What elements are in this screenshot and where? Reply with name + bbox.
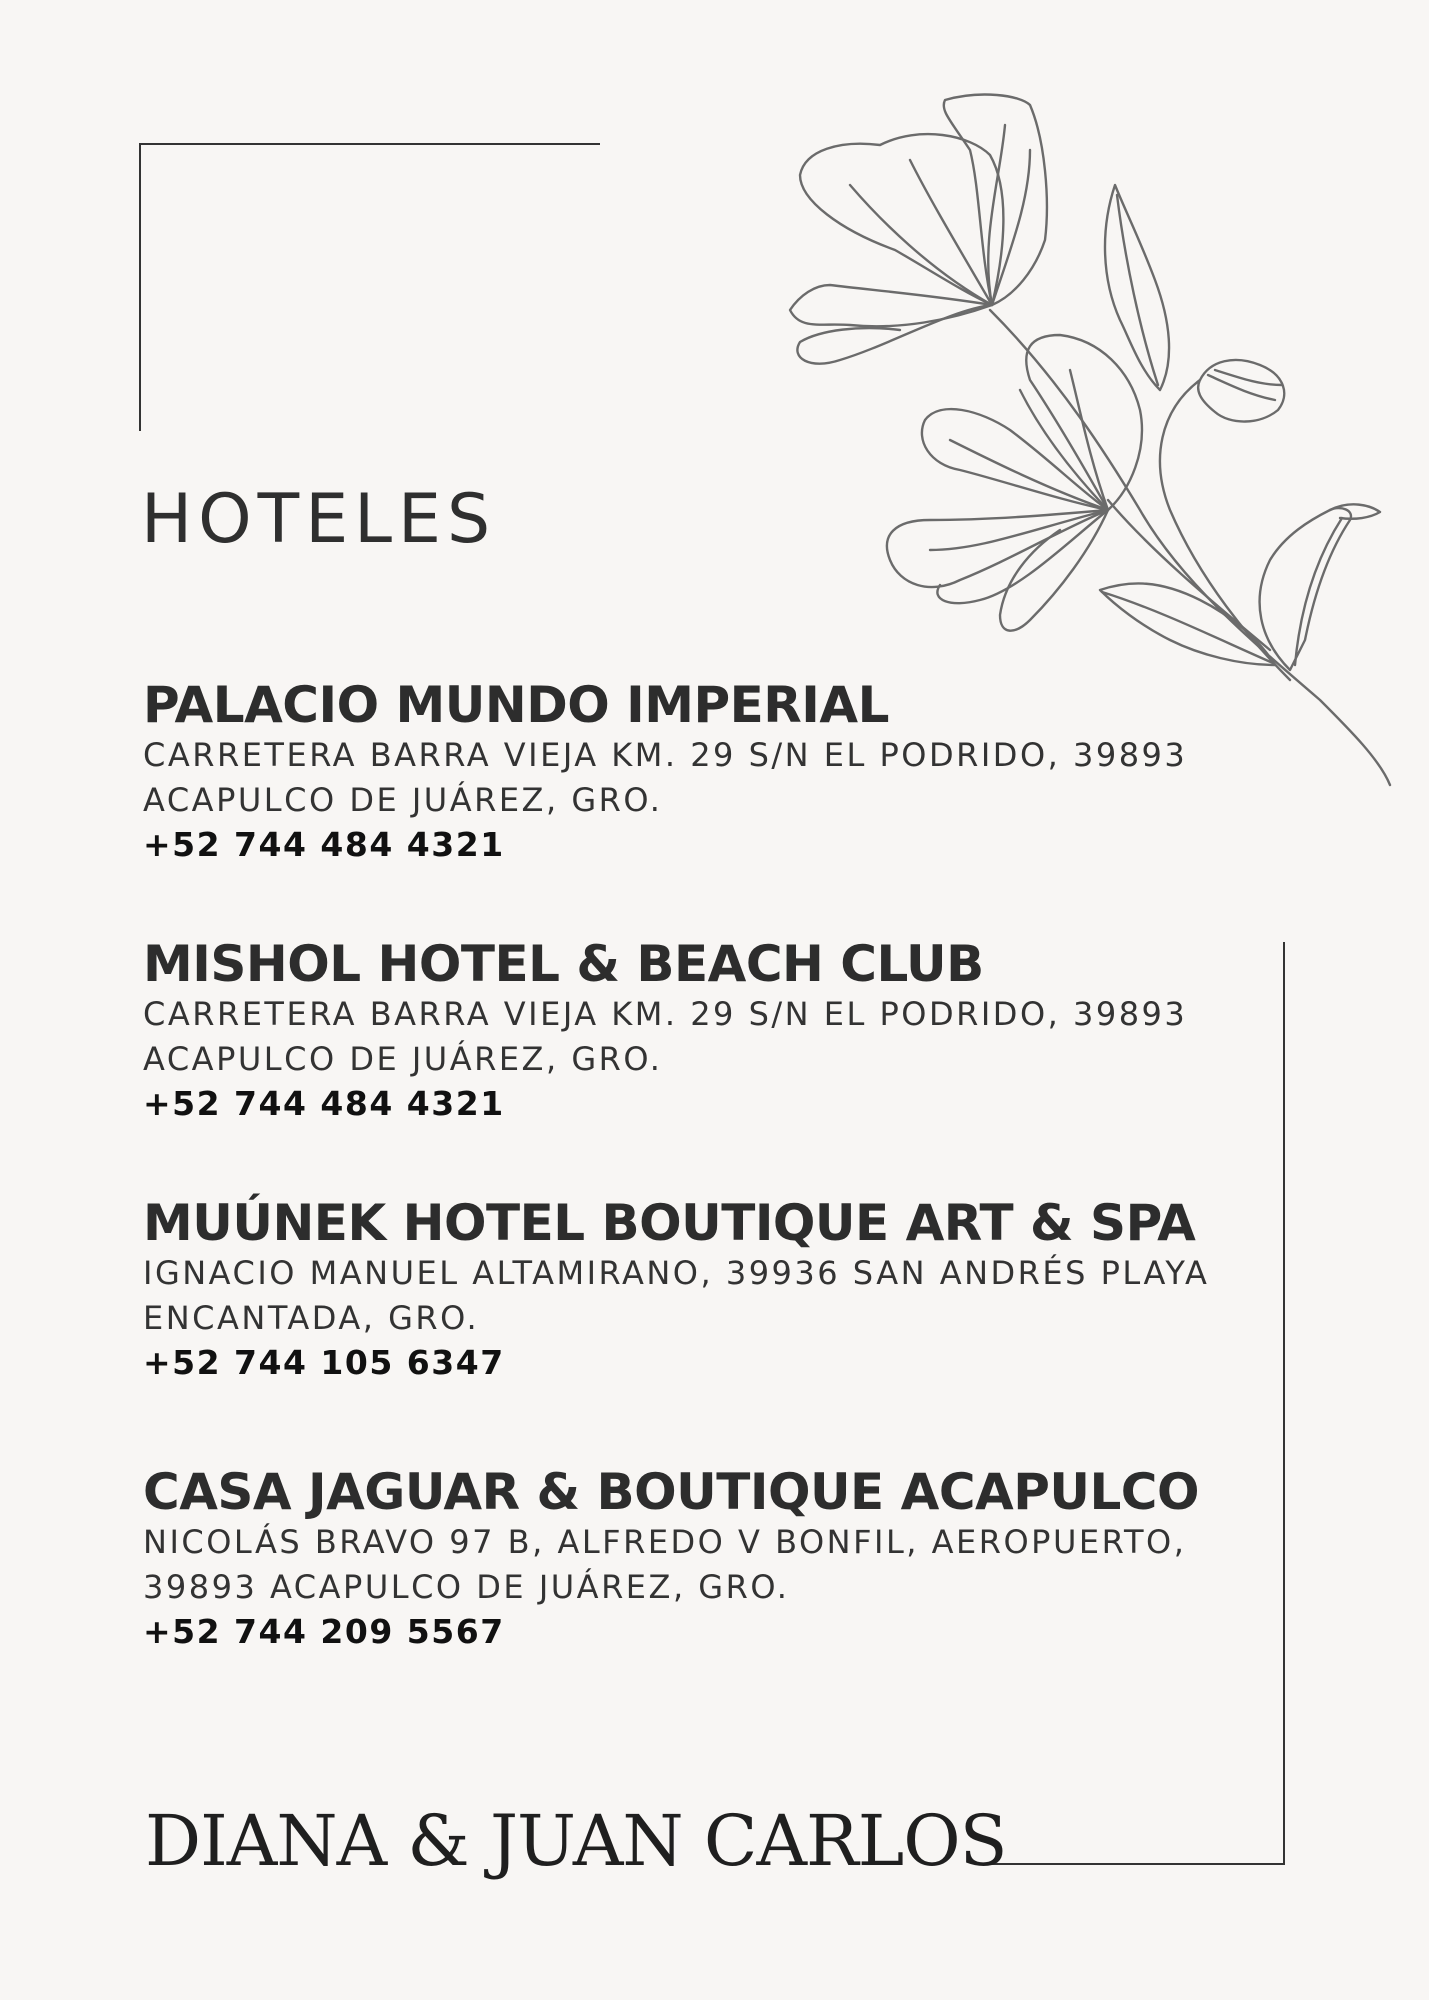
hotel-phone: +52 744 484 4321	[143, 825, 505, 864]
hotel-address-line: NICOLÁS BRAVO 97 B, ALFREDO V BONFIL, AEROPUERTO,	[143, 1523, 1187, 1561]
hotel-address-line: IGNACIO MANUEL ALTAMIRANO, 39936 SAN ANDRÉS PLAYA	[143, 1254, 1210, 1292]
lower-flower-petal	[1000, 510, 1108, 631]
frame-corner-top-horizontal	[139, 143, 600, 145]
hotel-entry	[143, 936, 1263, 1126]
hotel-entry	[143, 677, 1263, 867]
hotel-name: MISHOL HOTEL & BEACH CLUB	[143, 935, 984, 993]
hotel-name: CASA JAGUAR & BOUTIQUE ACAPULCO	[143, 1463, 1200, 1521]
leaf	[1330, 504, 1380, 518]
hotel-entry	[143, 1195, 1263, 1385]
frame-corner-bottom-vertical	[1283, 942, 1285, 1865]
hotel-phone: +52 744 209 5567	[143, 1612, 505, 1651]
hotel-name: PALACIO MUNDO IMPERIAL	[143, 676, 889, 734]
hotel-address-line: CARRETERA BARRA VIEJA KM. 29 S/N EL PODRIDO, 39893	[143, 736, 1188, 774]
hotel-address-line: 39893 ACAPULCO DE JUÁREZ, GRO.	[143, 1568, 790, 1606]
hotel-address-line: CARRETERA BARRA VIEJA KM. 29 S/N EL PODRIDO, 39893	[143, 995, 1188, 1033]
page-title: HOTELES	[141, 480, 497, 559]
couple-names: DIANA & JUAN CARLOS	[145, 1800, 1007, 1882]
hotel-phone: +52 744 105 6347	[143, 1343, 505, 1382]
hotel-name: MUÚNEK HOTEL BOUTIQUE ART & SPA	[143, 1194, 1196, 1252]
frame-corner-bottom-horizontal	[986, 1863, 1285, 1865]
flower-bud-lines	[1208, 370, 1282, 400]
hotel-address-line: ENCANTADA, GRO.	[143, 1299, 480, 1337]
leaf	[1105, 185, 1169, 390]
lower-flower-petal	[887, 510, 1108, 587]
hotel-phone: +52 744 484 4321	[143, 1084, 505, 1123]
leaf-vein	[1102, 592, 1273, 663]
flower-stem	[1108, 500, 1270, 650]
upper-flower-petal	[790, 285, 992, 326]
bud-stem	[1160, 380, 1290, 680]
leaf	[1260, 508, 1351, 670]
hotel-entry	[143, 1464, 1263, 1654]
leaf-vein	[1295, 518, 1342, 665]
frame-corner-top-vertical	[139, 143, 141, 431]
hotel-address-line: ACAPULCO DE JUÁREZ, GRO.	[143, 781, 663, 819]
hotel-address-line: ACAPULCO DE JUÁREZ, GRO.	[143, 1040, 663, 1078]
upper-flower-petal	[944, 95, 1047, 305]
